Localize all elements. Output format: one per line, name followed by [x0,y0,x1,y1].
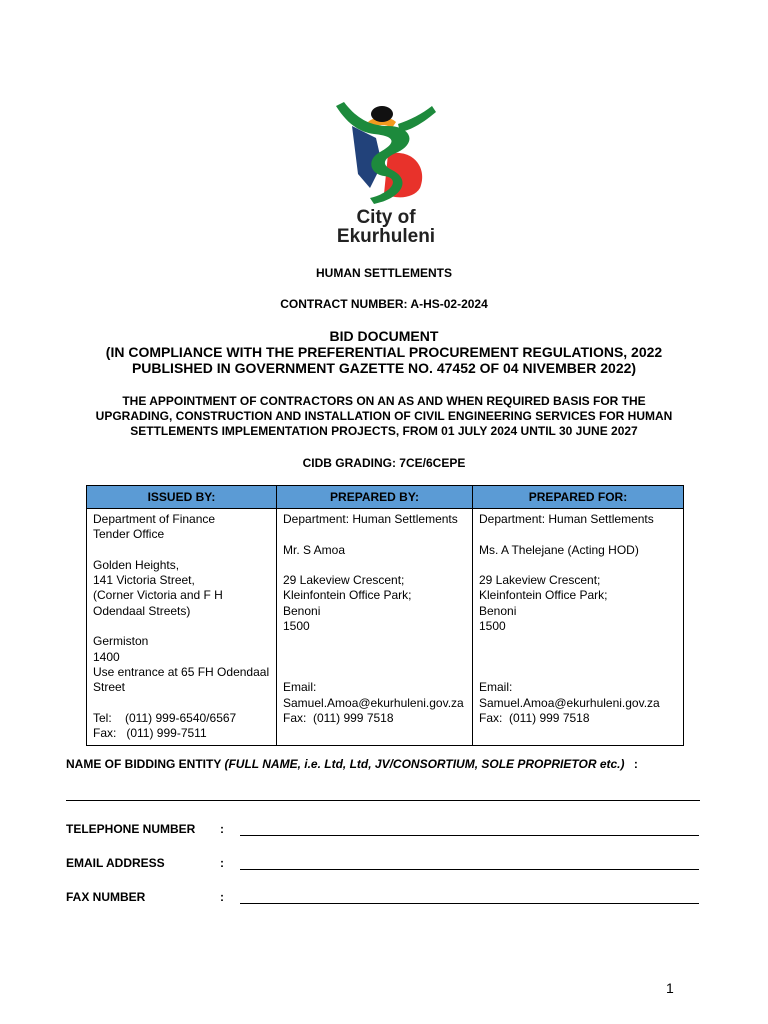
bidding-entity-label: NAME OF BIDDING ENTITY [66,757,222,771]
cell-line: 141 Victoria Street, [93,573,195,588]
cell-line: Mr. S Amoa [283,542,346,557]
header-issued-by: ISSUED BY: [87,486,277,509]
cell-line: 1400 [93,649,120,664]
table-header-row [87,486,684,509]
contract-number: CONTRACT NUMBER: A-HS-02-2024 [280,297,488,311]
cell-line: 1500 [283,619,310,634]
issued-by-cell [87,509,277,746]
city-logo [318,96,454,248]
cell-line: 29 Lakeview Crescent; [283,573,405,588]
cell-line [93,543,270,558]
cell-line: (Corner Victoria and F H [93,588,223,603]
cell-line: Benoni [283,603,321,618]
cell-line [479,665,677,680]
bid-document-heading [0,328,768,376]
cell-line: Email: [283,680,317,695]
telephone-input[interactable] [240,835,699,836]
fax-colon: : [220,890,224,904]
cell-line [93,696,270,711]
cell-line: Department: Human Settlements [283,512,458,526]
cell-line: Fax: (011) 999 7518 [479,710,590,725]
cell-line [283,634,466,649]
prepared-for-cell [473,509,684,746]
cell-line: Odendaal Streets) [93,603,191,618]
cell-line: Ms. A Thelejane (Acting HOD) [479,542,639,557]
header-prepared-for: PREPARED FOR: [473,486,684,509]
table-row [87,509,684,746]
cell-line: Germiston [93,634,149,649]
cell-line [283,558,466,573]
prepared-by-cell [277,509,473,746]
cell-line: Benoni [479,603,517,618]
cell-line [93,619,270,634]
bidding-entity-hint: (FULL NAME, i.e. Ltd, Ltd, JV/CONSORTIUM, SOLE PROPRIETOR etc.) [224,757,625,771]
bid-heading-line: (IN COMPLIANCE WITH THE PREFERENTIAL PROCUREMENT REGULATIONS, 2022 [105,344,663,360]
cell-line: Fax: (011) 999-7511 [93,726,207,741]
cell-line: Street [93,680,126,695]
logo-text-line2: Ekurhuleni [336,226,436,247]
email-label: EMAIL ADDRESS [66,856,165,870]
cell-line: Golden Heights, [93,557,180,572]
appointment-line: UPGRADING, CONSTRUCTION AND INSTALLATION OF CIVIL ENGINEERING SERVICES FOR HUMAN [95,409,673,423]
contact-table [86,485,684,746]
cell-line: Fax: (011) 999 7518 [283,710,394,725]
bidding-entity-input[interactable] [66,800,700,801]
cidb-grading: CIDB GRADING: 7CE/6CEPE [302,456,466,470]
cell-line: Kleinfontein Office Park; [479,588,608,603]
cell-line [283,650,466,665]
email-link[interactable]: Samuel.Amoa@ekurhuleni.gov.za [283,695,464,710]
cell-line: 29 Lakeview Crescent; [479,573,601,588]
city-of-ekurhuleni-emblem-icon [318,96,454,208]
department-heading: HUMAN SETTLEMENTS [316,266,452,280]
email-colon: : [220,856,224,870]
cell-line: Tel: (011) 999-6540/6567 [93,710,237,725]
cell-line: Kleinfontein Office Park; [283,588,412,603]
bidding-entity-label-row [66,757,638,771]
cell-line: Department: Human Settlements [479,512,654,526]
appointment-line: SETTLEMENTS IMPLEMENTATION PROJECTS, FROM 01 JULY 2024 UNTIL 30 JUNE 2027 [130,424,638,438]
appointment-line: THE APPOINTMENT OF CONTRACTORS ON AN AS AND WHEN REQUIRED BASIS FOR THE [122,394,646,408]
email-input[interactable] [240,869,699,870]
telephone-colon: : [220,822,224,836]
fax-label: FAX NUMBER [66,890,146,904]
bidding-entity-colon: : [633,757,638,771]
fax-input[interactable] [240,903,699,904]
cell-line: Department of Finance [93,512,216,526]
cell-line: 1500 [479,619,506,634]
header-prepared-by: PREPARED BY: [277,486,473,509]
cell-line [283,527,466,542]
telephone-label: TELEPHONE NUMBER [66,822,196,836]
cell-line [479,527,677,542]
bid-heading-line: PUBLISHED IN GOVERNMENT GAZETTE NO. 47452 OF 04 NIVEMBER 2022) [131,360,637,376]
logo-text-line1: City of [356,207,416,228]
cell-line: Use entrance at 65 FH Odendaal [93,664,270,679]
cell-line [283,665,466,680]
page-number: 1 [666,980,674,996]
cell-line [479,558,677,573]
cell-line: Tender Office [93,527,165,542]
bid-heading-line: BID DOCUMENT [329,328,439,344]
cell-line [479,650,677,665]
cell-line [479,634,677,649]
email-link[interactable]: Samuel.Amoa@ekurhuleni.gov.za [479,695,660,710]
cell-line: Email: [479,680,513,695]
appointment-description [0,394,768,439]
